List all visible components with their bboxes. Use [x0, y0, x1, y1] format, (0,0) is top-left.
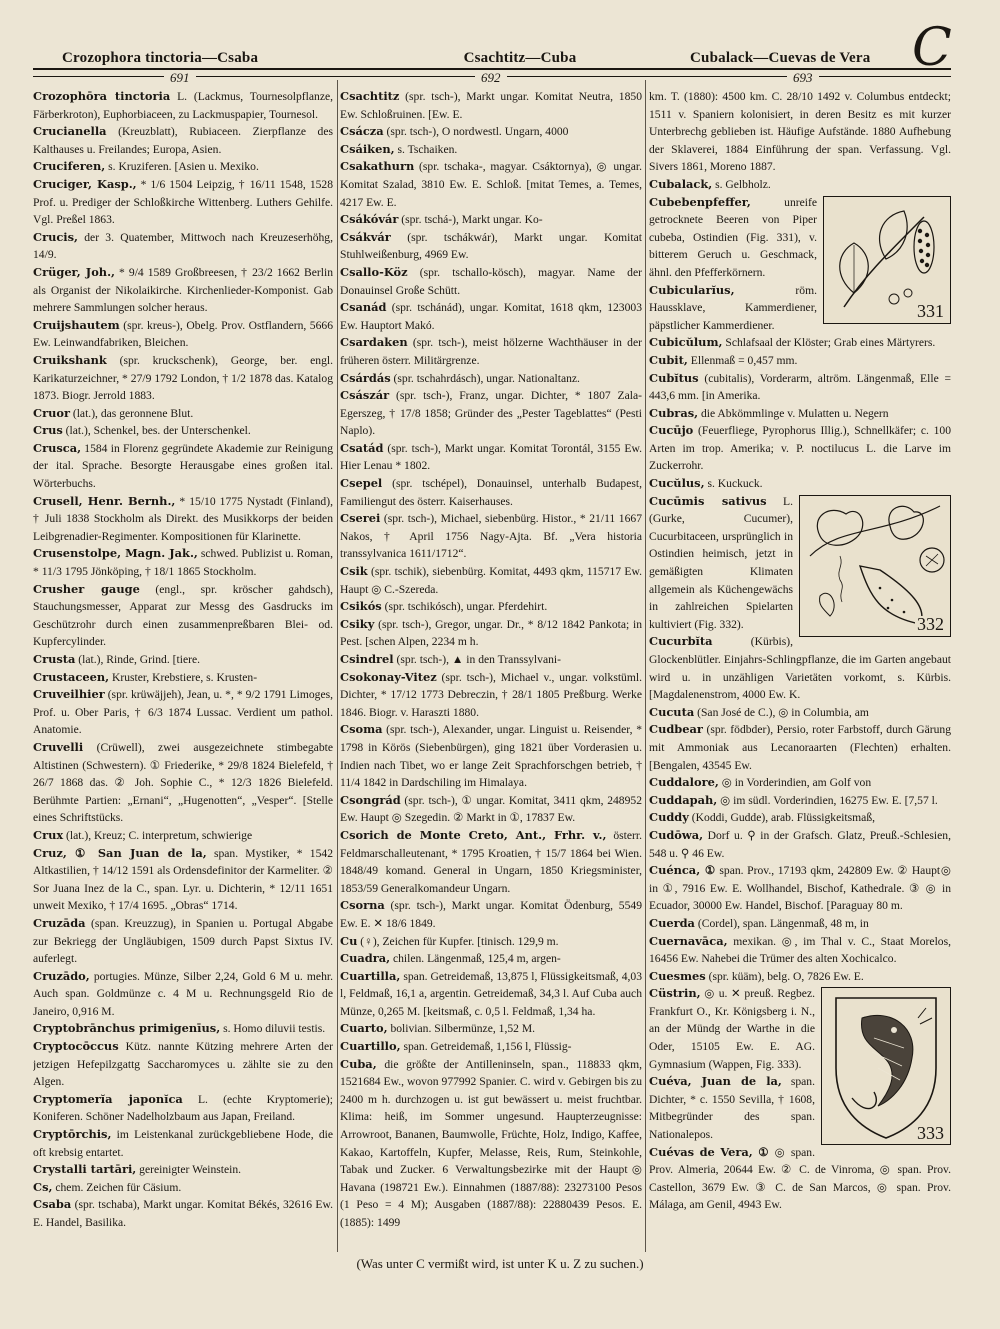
entry-definition: span. Mystiker, * 1542 Altkastilien, † 14/12 1591 als Ordensdefinitor der Karmeliter. ② Sor Juana Inez de la C., span. Lyr. u. Dichterin, * 12/11 1651 unweit Mexiko, † 17/4 1695. „Obras“ 1714.	[33, 846, 333, 913]
entry-headword: Cubalack,	[649, 176, 713, 191]
entry-headword: Cryptomerĭa japonĭca	[33, 1091, 183, 1106]
dictionary-entry	[649, 862, 951, 915]
entry-definition: (cubitalis), Vorderarm, altröm. Längenmaß, Elle = 443,6 mm. [in Amerika.	[649, 371, 951, 403]
dictionary-entry	[340, 1056, 642, 1232]
entry-definition: Schlafsaal der Klöster; Grab eines Märtyrers.	[722, 336, 936, 350]
entry-definition: (lat.), Rinde, Grind. [tiere.	[75, 653, 200, 666]
page-number-left: 691	[164, 70, 196, 86]
entry-definition: (lat.), Kreuz; C. interpretum, schwierige	[63, 828, 253, 842]
column-divider	[645, 80, 646, 1252]
entry-headword: Crystalli tartāri,	[33, 1162, 137, 1177]
entry-headword: Cruikshank	[33, 352, 107, 367]
column-right	[649, 88, 951, 1246]
dictionary-entry	[33, 1091, 333, 1126]
entry-headword: Cruz, ① San Juan de la,	[33, 845, 207, 860]
entry-definition: (spr. tschahrdásch), ungar. Nationaltanz.	[390, 371, 580, 385]
entry-headword: Cruzāda	[33, 915, 86, 930]
dictionary-entry	[340, 563, 642, 598]
dictionary-entry	[33, 845, 333, 915]
entry-definition: (spr. krüwäjjeh), Jean, u. *, * 9/2 1791 Limoges, Prof. u. Ober Paris, † 6/3 1874 Lussac. Verdient um pathol. Anatomie.	[33, 688, 333, 737]
entry-headword: Cuartilla,	[340, 968, 401, 983]
entry-definition: gereinigter Weinstein.	[136, 1163, 242, 1177]
dictionary-entry	[340, 827, 642, 897]
entry-definition: span. Prov., 17193 qkm, 242809 Ew. ② Haupt◎ in ①, 7916 Ew. E. Wollhandel, Bischof, Kathedrale. ③ ◎ in Ecuador, 30000 Ew. Handel, Bischof. [Paraguay 80 m.	[649, 864, 951, 913]
entry-definition: (lat.), Schenkel, bes. der Unterschenkel.	[62, 424, 251, 438]
entry-definition: (spr. tsch-), Franz, ungar. Dichter, * 1807 Zala-Egerszeg, † 17/8 1858; Gründer des „Pester Tageblattes“ (Pesti Naplo).	[340, 389, 642, 438]
entry-headword: Crüger, Joh.,	[33, 264, 116, 279]
entry-definition: (spr. tsch-), O nordwestl. Ungarn, 4000	[383, 125, 569, 139]
entry-definition: (Crüwell), zwei ausgezeichnete stimbegabte Altistinen (Schwestern). ① Friederike, * 29/8 1824 Bielefeld, † 26/7 1868 das. ② Joh. Sophie C., * 12/3 1826 Bielefeld. Berühmte Partien: „Ernani“, „Hugenotten“, „Vesper“. [Stelle eines Schriftstücks.	[33, 740, 333, 825]
entry-headword: Crusta	[33, 652, 76, 666]
entry-headword: Crozophōra tinctoria	[33, 89, 171, 103]
dictionary-entry	[33, 915, 333, 968]
entry-definition: km. T. (1880): 4500 km. C. 28/10 1492 v. Columbus entdeckt; 1511 v. Spaniern kolonisiert, in deren Besitz es mit kurzer Unterbrechg geblieben ist. Häufige Aufstände. 1880 Aufhebung der Sklaverei, 1884 Einführung der span. Verfassung. Vgl. Sivers 1861, Moreno 1887.	[649, 90, 951, 174]
figure-331	[823, 196, 951, 324]
column-divider	[337, 80, 338, 1252]
entry-headword: Cuernavāca,	[649, 933, 728, 948]
entry-headword: Cubicularĭus,	[649, 282, 735, 297]
dictionary-entry	[340, 334, 642, 369]
dictionary-entry	[340, 933, 642, 951]
entry-definition: Ellenmaß = 0,457 mm.	[687, 353, 798, 367]
entry-headword: Cruvelli	[33, 739, 84, 754]
figure-number: 331	[917, 300, 944, 321]
dictionary-entry	[33, 669, 333, 687]
entry-headword: Csachtitz	[340, 89, 400, 103]
entry-headword: Crus	[33, 423, 63, 438]
dictionary-entry	[33, 176, 333, 229]
entry-headword: Cubĭtus	[649, 370, 699, 385]
entry-headword: Cuerda	[649, 915, 695, 930]
dictionary-entry	[33, 1126, 333, 1161]
dictionary-entry	[340, 651, 642, 669]
column-left	[33, 88, 333, 1246]
entry-headword: Cu	[340, 933, 358, 948]
entry-headword: Császár	[340, 388, 390, 403]
entry-headword: Csárdás	[340, 370, 391, 385]
entry-definition: (♀), Zeichen für Kupfer. [tinisch. 129,9 m.	[357, 934, 559, 948]
entry-definition: (Cordel), span. Längenmaß, 48 m, in	[694, 916, 869, 930]
dictionary-entry	[649, 792, 951, 810]
dictionary-entry	[340, 299, 642, 334]
entry-headword: Cucūjo	[649, 423, 694, 438]
dictionary-entry	[340, 616, 642, 651]
entry-definition: österr. Feldmarschalleutenant, * 1795 Kroatien, † 15/7 1864 bei Wien. 1848/49 komand. General in Ungarn, 1850 Kriegsminister, 1853/59 Generalkomandeur Ungarn.	[340, 828, 642, 895]
entry-headword: Cubicŭlum,	[649, 335, 723, 350]
dictionary-entry	[649, 809, 951, 827]
dictionary-entry	[649, 633, 951, 703]
entry-headword: Cruciger, Kasp.,	[33, 176, 137, 191]
dictionary-entry	[33, 264, 333, 317]
entry-headword: Cucurbĭta	[649, 634, 713, 649]
dictionary-entry	[33, 440, 333, 493]
entry-headword: Crux	[33, 827, 64, 842]
figure-number: 333	[917, 1122, 944, 1143]
entry-definition: 1584 in Florenz gegründete Akademie zur Reinigung der ital. Sprache. Besorgte Herausgabe eines großen ital. Wörterbuchs.	[33, 441, 333, 491]
entry-headword: Crustaceen,	[33, 669, 110, 684]
entry-headword: Cucŭlus,	[649, 476, 705, 491]
entry-definition: (spr. tsch-), meist hölzerne Wachthäuser in der früheren österr. Militärgrenze.	[340, 336, 642, 367]
entry-headword: Cs,	[33, 1179, 53, 1194]
entry-definition: (spr. tschépel), Donauinsel, unterhalb Budapest, Familiengut des österr. Kaiserhauses.	[340, 477, 642, 508]
dictionary-entry	[33, 493, 333, 546]
entry-definition: span. Getreidemaß, 13,875 l, Flüssigkeitsmaß, 4,03 l, Feldmaß, 16,1 a, argentin. Getreidemaß, 34,3 l. Auf Cuba auch Münze, 0,265 M. [keitsmaß, c. 0,5 l. Feldmaß, 1,34 ha.	[340, 969, 642, 1018]
dictionary-entry	[340, 1020, 642, 1038]
dictionary-entry	[33, 686, 333, 739]
dictionary-entry	[340, 598, 642, 616]
entry-headword: Csáiken,	[340, 141, 395, 156]
page-number-right: 693	[787, 70, 819, 86]
entry-headword: Csanád	[340, 300, 387, 315]
entry-definition: L. (Gurke, Cucumer), Cucurbitaceen, ursprünglich in Ostindien heimisch, jetzt in gemäßigten Klimaten allgemein als Küchengewächs in zahlreichen Spielarten kultiviert (Fig. 332).	[649, 494, 793, 631]
dictionary-entry	[340, 669, 642, 722]
dictionary-entry	[33, 158, 333, 176]
dictionary-entry	[33, 229, 333, 264]
entry-headword: Cudōwa,	[649, 827, 704, 842]
entry-definition: (spr. tsch-), Gregor, ungar. Dr., * 8/12 1842 Pankota; in Pest. [schen Alpen, 2234 m h.	[340, 617, 642, 649]
dictionary-entry	[340, 211, 642, 229]
dictionary-entry	[340, 1038, 642, 1056]
entry-headword: Csallo-Köz	[340, 264, 408, 279]
entry-definition: ◎ im südl. Vorderindien, 16275 Ew. E. [7,57 l.	[717, 793, 938, 807]
page-number-middle: 692	[475, 70, 507, 86]
dictionary-entry	[33, 1179, 333, 1197]
entry-definition: (lat.), das geronnene Blut.	[69, 406, 194, 420]
entry-headword: Cubras,	[649, 405, 699, 420]
entry-definition: s. Homo diluvii testis.	[220, 1022, 326, 1036]
entry-headword: Csiky	[340, 616, 375, 631]
entry-headword: Csorna	[340, 898, 385, 913]
entry-definition: s. Kruziferen. [Asien u. Mexiko.	[105, 160, 259, 174]
entry-headword: Cruor	[33, 405, 70, 420]
dictionary-entry	[649, 475, 951, 493]
entry-headword: Cuadra,	[340, 951, 391, 966]
entry-headword: Csatád	[340, 440, 384, 455]
dictionary-entry	[340, 229, 642, 264]
column-middle	[340, 88, 642, 1246]
dictionary-entry	[33, 352, 333, 405]
running-head-right: Cubalack—Cuevas de Vera	[690, 50, 871, 66]
entry-definition: (Feuerfliege, Pyrophorus Illig.), Schnellkäfer; c. 100 Arten im trop. Amerika; v. P. noctilucus L. die Larve im Zuckerrohr.	[649, 424, 951, 473]
entry-definition: (spr. kruckschenk), George, ber. engl. Karikaturzeichner, * 27/9 1792 London, † 1/2 1878 das. Katalog 1873. Biogr. Jerrold 1883.	[33, 353, 333, 403]
dictionary-entry	[340, 475, 642, 510]
entry-definition: s. Tschaiken.	[394, 142, 458, 156]
entry-headword: Cuarto,	[340, 1021, 388, 1036]
entry-headword: Cucuta	[649, 704, 695, 719]
dictionary-entry	[649, 352, 951, 370]
entry-definition: span. Dichter, * c. 1550 Sevilla, † 1608, Mitbegründer des span. Nationalepos.	[649, 1075, 815, 1142]
entry-definition: (spr. tsch-), Markt ungar. Komitat Neutra, 1850 Ew. Schloßruinen. [Ew. E.	[340, 90, 642, 121]
entry-definition: röm. Haussklave, Kammerdiener, päpstlicher Kammerdiener.	[649, 283, 817, 332]
entry-definition: (spr. tsch-), Markt ungar. Komitat Torontál, 3155 Ew. Hier Lenau * 1802.	[340, 441, 642, 473]
entry-definition: der 3. Quatember, Mittwoch nach Kreuzeserhöhg, 14/9.	[33, 230, 333, 262]
entry-definition: span. Getreidemaß, 1,156 l, Flüssig-	[400, 1040, 572, 1054]
running-head-left: Crozophora tinctoria—Csaba	[62, 50, 259, 66]
entry-definition: (spr. tsch-), Markt ungar. Komitat Ödenburg, 5549 Ew. E. ✕ 18/6 1849.	[340, 899, 642, 930]
dictionary-entry	[340, 950, 642, 968]
entry-headword: Crusher gauge	[33, 581, 140, 596]
entry-headword: Crucis,	[33, 229, 78, 244]
dictionary-entry	[649, 422, 951, 475]
entry-headword: Cubit,	[649, 352, 688, 367]
entry-definition: * 9/4 1589 Großbreesen, † 23/2 1662 Berlin als Organist der Nikolaikirche. Kirchenlieder-Komponist. Gab mehrere Sammlungen solcher heraus.	[33, 265, 333, 315]
entry-headword: Cuartillo,	[340, 1039, 401, 1054]
entry-headword: Crucianella	[33, 124, 107, 139]
entry-headword: Crusenstolpe, Magn. Jak.,	[33, 546, 198, 561]
entry-headword: Csepel	[340, 476, 383, 491]
entry-headword: Cryptobrānchus primigenīus,	[33, 1021, 221, 1036]
entry-headword: Cüstrin,	[649, 986, 701, 1001]
entry-headword: Csoma	[340, 722, 383, 737]
dictionary-entry	[340, 88, 642, 123]
dictionary-entry	[340, 387, 642, 440]
entry-definition: schwed. Publizist u. Roman, * 11/3 1795 Jönköping, † 18/1 1865 Stockholm.	[33, 547, 333, 579]
dictionary-entry	[33, 545, 333, 580]
figure-332	[799, 495, 951, 637]
dictionary-entry	[340, 123, 642, 141]
entry-headword: Cuénca, ①	[649, 863, 716, 878]
entry-headword: Csardaken	[340, 335, 408, 350]
entry-definition: L. (Lackmus, Tournesolpflanze, Färberkroton), Euphorbiaceen, zu Lackmuspapier, Tournesol.	[33, 90, 333, 121]
entry-headword: Csokonay-Vitez	[340, 669, 437, 684]
entry-headword: Csikós	[340, 599, 382, 614]
dictionary-entry	[340, 141, 642, 159]
entry-definition: s. Gelbholz.	[712, 177, 771, 191]
entry-definition: (San José de C.), ◎ in Columbia, am	[694, 705, 869, 719]
entry-headword: Crusca,	[33, 440, 82, 455]
entry-headword: Csaba	[33, 1197, 72, 1212]
entry-definition: chem. Zeichen für Cäsium.	[52, 1180, 182, 1194]
entry-headword: Cruveilhier	[33, 687, 105, 702]
entry-definition: ◎ span. Prov. Almeria, 20644 Ew. ② C. de Vinroma, ◎ span. Prov. Castellon, 3679 Ew. ③ C. de San Marcos, ◎ span. Prov. Málaga, am Genil, 4943 Ew.	[649, 1145, 951, 1212]
entry-definition: * 15/10 1775 Nystadt (Finland), † Juli 1838 Stockholm als Direkt. des Musikkorps der beiden Leibgrenadier-Regimenter. Kompositionen für Klarinette.	[33, 494, 333, 543]
dictionary-entry	[649, 915, 951, 933]
entry-definition: (span. Kreuzzug), in Spanien u. Portugal Abgabe zur Bekriegg der Ungläubigen, 1509 durch Papst Sixtus IV. auferlegt.	[33, 916, 333, 966]
entry-definition: (spr. tschik), siebenbürg. Komitat, 4493 qkm, 115717 Ew. Haupt ◎ C.-Szereda.	[340, 565, 642, 596]
dictionary-entry	[33, 422, 333, 440]
entry-definition: die Abkömmlinge v. Mulatten u. Negern	[698, 406, 889, 420]
entry-headword: Cubebenpfeffer,	[649, 194, 751, 209]
dictionary-entry	[33, 405, 333, 423]
dictionary-entry	[33, 1196, 333, 1231]
entry-headword: Cryptocōccus	[33, 1039, 119, 1054]
dictionary-entry	[33, 968, 333, 1021]
entry-headword: Cuba,	[340, 1056, 377, 1071]
dictionary-entry	[33, 739, 333, 827]
entry-headword: Cudbear	[649, 722, 703, 737]
dictionary-entry	[649, 704, 951, 722]
figure-333	[821, 987, 951, 1145]
entry-definition: (spr. tsch-), Michael v., ungar. volkstüml. Dichter, * 17/12 1773 Debreczin, † 28/1 1805 Preßburg. Werke 1846. Biogr. v. Haraszti 1880.	[340, 670, 642, 719]
entry-definition: Kütz. nannte Kützing mehrere Arten der jetzigen Hefepilzgattg Saccharomyces u. zählte sie zu den Algen.	[33, 1040, 333, 1089]
dictionary-entry	[649, 370, 951, 405]
entry-definition: Dorf u. ⚲ in der Grafsch. Glatz, Preuß.-Schlesien, 548 u. ⚲ 46 Ew.	[649, 828, 951, 860]
dictionary-entry	[649, 334, 951, 352]
entry-definition: (spr. tschaka-, magyar. Csáktornya), ◎ ungar. Komitat Szalad, 3810 Ew. E. Schloß. [mitat Temes, a. Temes, 4217 Ew. E.	[340, 160, 642, 209]
entry-definition: (engl., spr. kröscher gahdsch), Stauchungsmesser, Apparat zur Messg des Gasdrucks im Geschützrohr durch einen zusammenpreßbaren Blei- od. Kupfercylinder.	[33, 582, 333, 649]
entry-definition: (Kürbis), Glockenblütler. Einjahrs-Schlingpflanze, die im Garten angebaut wird u. in unzähligen Varietäten vorkomt, s. Kürbis. [Magdalenenstrom, 4000 Ew. K.	[649, 635, 951, 702]
dictionary-entry	[649, 88, 951, 176]
entry-definition: (spr. tschikósch), ungar. Pferdehirt.	[381, 600, 548, 614]
entry-definition: (spr. tschá-), Markt ungar. Ko-	[398, 213, 543, 227]
entry-definition: (spr. tsch-), ▲ in den Transsylvani-	[393, 653, 561, 666]
entry-headword: Cuesmes	[649, 968, 706, 983]
dictionary-entry	[33, 88, 333, 123]
dictionary-entry	[33, 827, 333, 845]
dictionary-entry	[33, 1020, 333, 1038]
entry-definition: unreife getrocknete Beeren von Piper cubeba, Ostindien (Fig. 331), v. bitterem Geruch u. Geschmack, ähnl. den Pfefferkörnern.	[649, 195, 817, 279]
entry-headword: Csik	[340, 564, 368, 579]
entry-headword: Cuéva, Juan de la,	[649, 1074, 782, 1089]
dictionary-entry	[340, 264, 642, 299]
entry-definition: L. (echte Kryptomerie); Koniferen. Schöner Nadelholzbaum aus Japan, Freiland.	[33, 1092, 333, 1124]
dictionary-entry	[340, 158, 642, 211]
entry-definition: chilen. Längenmaß, 125,4 m, argen-	[390, 952, 561, 966]
dictionary-entry	[649, 827, 951, 862]
entry-headword: Csongrád	[340, 792, 401, 807]
dictionary-entry	[649, 405, 951, 423]
entry-headword: Cuévas de Vera, ①	[649, 1144, 771, 1159]
entry-definition: (spr. tsch-), ① ungar. Komitat, 3411 qkm, 248952 Ew. Haupt ◎ Szegedin. ② Markt in ①, 17837 Ew.	[340, 793, 642, 825]
entry-headword: Csorich de Monte Creto, Ant., Frhr. v.,	[340, 827, 607, 842]
entry-headword: Cserei	[340, 511, 381, 526]
entry-headword: Cuddy	[649, 810, 689, 825]
entry-headword: Csácza	[340, 124, 384, 139]
entry-definition: (spr. kreus-), Obelg. Prov. Ostflandern, 5666 Ew. Leinwandfabriken, Bleichen.	[33, 318, 333, 350]
figure-illustration	[822, 988, 950, 1144]
dictionary-entry	[649, 721, 951, 774]
dictionary-entry	[340, 968, 642, 1021]
entry-headword: Cuddalore,	[649, 775, 719, 790]
dictionary-entry	[649, 968, 951, 986]
entry-definition: (spr. tschánád), ungar. Komitat, 1618 qkm, 123003 Ew. Hauptort Makó.	[340, 301, 642, 332]
entry-headword: Cruijshautem	[33, 317, 120, 332]
entry-definition: (spr. tschákwár), Markt ungar. Komitat Stuhlweißenburg, 4969 Ew.	[340, 230, 642, 262]
dictionary-entry	[33, 581, 333, 651]
entry-definition: die größte der Antilleninseln, span., 118833 qkm, 1521684 Ew., wovon 977992 Spanier. C. wird v. Gebirgen bis zu 2400 m h. durchzogen u. ist gut bewässert u. meist fruchtbar. Klima: heiß, im Sommer ungesund. Haupterzeugnisse: Arrowroot, Bananen, Baumwolle, Früchte, Holz, Indigo, Kaffee, Kakao, Kartoffeln, Kupfer, Melasse, Reis, Rum, Steinkohle, Tabak und Zucker. 6 Verwaltungsbezirke mit der Haupt◎ Havana (198721 Ew.). Einnahmen (1887/88): 23273100 Pesos (1 Peso = 4 M); Ausgaben (1887/88): 22880439 Pesos. E. (1885): 1499	[340, 1057, 642, 1229]
entry-definition: (spr. küäm), belg. O, 7826 Ew. E.	[705, 969, 864, 983]
entry-headword: Csakathurn	[340, 159, 415, 174]
dictionary-entry	[340, 510, 642, 563]
dictionary-entry	[340, 721, 642, 791]
entry-definition: (Kreuzblatt), Rubiaceen. Zierpflanze des Kalthauses u. Freilandes; Europa, Asien.	[33, 125, 333, 156]
entry-headword: Cucūmis sativus	[649, 493, 767, 508]
entry-headword: Csákvár	[340, 229, 391, 244]
figure-number: 332	[917, 614, 944, 635]
dictionary-entry	[340, 370, 642, 388]
entry-headword: Crusell, Henr. Bernh.,	[33, 493, 176, 508]
entry-headword: Cruzādo,	[33, 968, 90, 983]
dictionary-entry	[340, 440, 642, 475]
dictionary-entry	[33, 1038, 333, 1091]
entry-headword: Cuddapah,	[649, 792, 718, 807]
section-letter: C	[912, 18, 952, 78]
entry-definition: im Leistenkanal zurückgebliebene Hode, die oft krebsig entartet.	[33, 1128, 333, 1159]
entry-headword: Cruciferen,	[33, 159, 106, 174]
dictionary-entry	[649, 774, 951, 792]
entry-definition: bolivian. Silbermünze, 1,52 M.	[387, 1022, 536, 1036]
dictionary-entry	[649, 1144, 951, 1214]
dictionary-entry	[340, 897, 642, 932]
entry-definition: * 1/6 1504 Leipzig, † 16/11 1548, 1528 Prof. u. Prediger der Schloßkirche Wittenberg. Luthers Gehilfe. Vgl. Preßel 1863.	[33, 177, 333, 227]
page-footer-note: (Was unter C vermißt wird, ist unter K u. Z zu suchen.)	[356, 1256, 644, 1271]
dictionary-entry	[33, 317, 333, 352]
entry-definition: mexikan. ◎, im Thal v. C., Staat Morelos, 16456 Ew. Nahebei die Trümer des alten Xochicalco.	[649, 934, 951, 966]
entry-definition: (spr. födbder), Persio, roter Farbstoff, durch Gärung mit Ammoniak aus Lecanoraarten (Flechten) erhalten. [Bengalen, 43545 Ew.	[649, 723, 951, 772]
dictionary-entry	[649, 933, 951, 968]
entry-definition: portugies. Münze, Silber 2,24, Gold 6 M u. mehr. Auch span. Goldmünze c. 4 M u. Rechnungsgeld Rio de Janeiro, 0,916 M.	[33, 969, 333, 1018]
dictionary-entry	[33, 651, 333, 669]
entry-definition: (spr. tschaba), Markt ungar. Komitat Békés, 32616 Ew. E. Handel, Basilika.	[33, 1198, 333, 1229]
entry-definition: (spr. tschallo-kösch), magyar. Name der Donauinsel Große Schütt.	[340, 265, 642, 297]
entry-headword: Cryptōrchis,	[33, 1127, 112, 1142]
entry-headword: Csindrel	[340, 652, 394, 666]
entry-definition: ◎ in Vorderindien, am Golf von	[718, 776, 872, 790]
dictionary-entry	[33, 123, 333, 158]
entry-headword: Csákóvár	[340, 212, 399, 227]
dictionary-entry	[340, 792, 642, 827]
entry-definition: ◎ u. ✕ preuß. Regbez. Frankfurt O., Kr. Königsberg i. N., an der Mündg der Warthe in die Oder, 15105 Ew. E. AG. Gymnasium (Wappen, Fig. 333).	[649, 987, 815, 1071]
entry-definition: (spr. tsch-), Alexander, ungar. Linguist u. Reisender, * 1798 in Körös (Siebenbürgen), ging 1821 über Vorderasien u. Indien nach Tibet, wo er lange Zeit Sprachforschgen betrieb, † 11/4 1842 in Dardschiling im Himalaya.	[340, 723, 642, 790]
entry-definition: (spr. tsch-), Michael, siebenbürg. Histor., * 21/11 1667 Nakos, † April 1756 Nagy-Ajta. Bf. „Vera historia transsylvanica 1611/1712“.	[340, 512, 642, 561]
entry-definition: Kruster, Krebstiere, s. Krusten-	[109, 670, 258, 684]
entry-definition: (Koddi, Gudde), arab. Flüssigkeitsmaß,	[688, 811, 876, 825]
running-head-middle: Csachtitz—Cuba	[463, 50, 577, 66]
dictionary-entry	[33, 1161, 333, 1179]
dictionary-entry	[649, 176, 951, 194]
entry-definition: s. Kuckuck.	[704, 477, 763, 491]
